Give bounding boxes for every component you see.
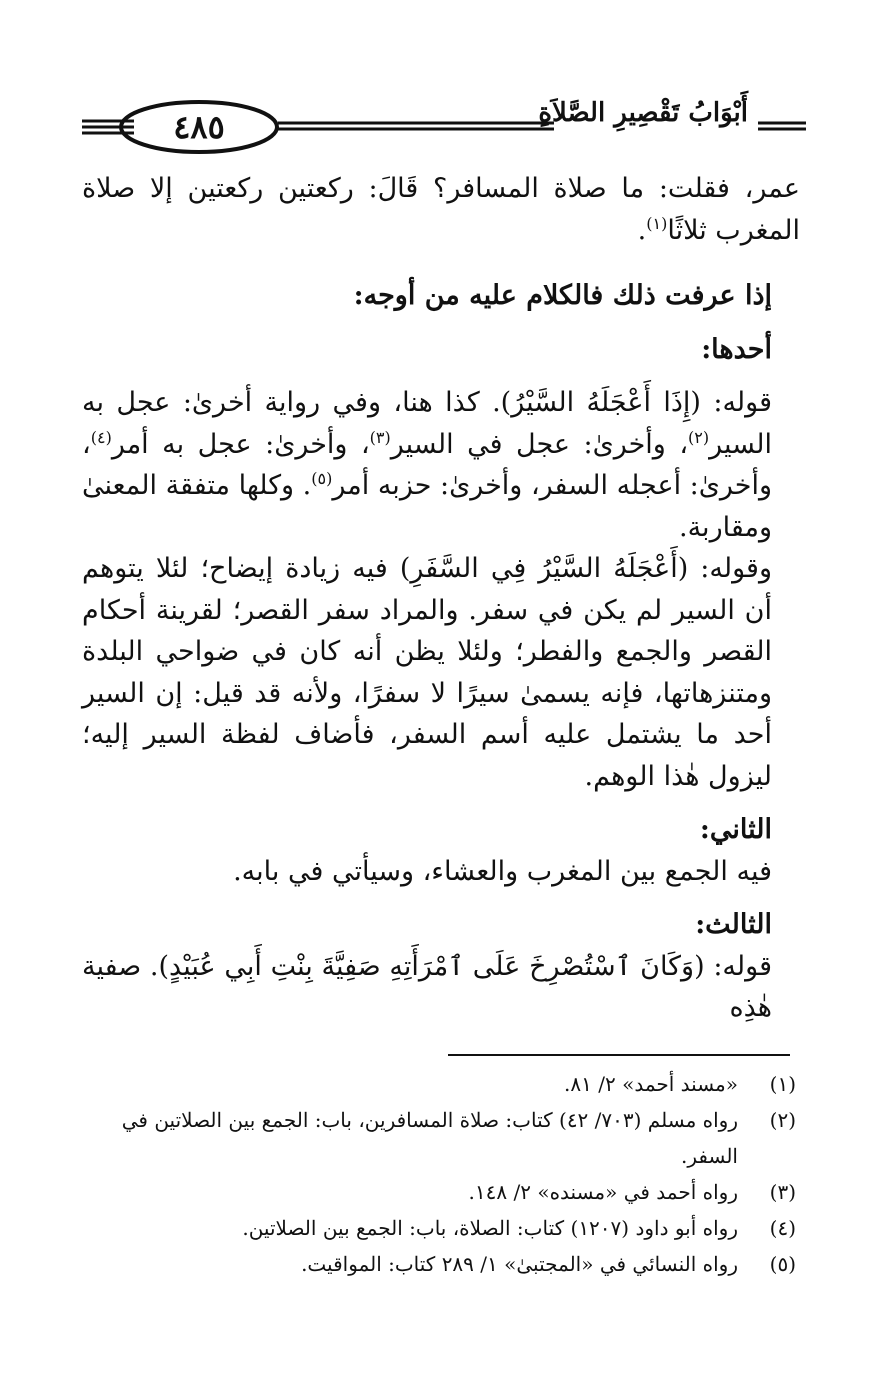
footnote bbox=[74, 1210, 796, 1246]
page-header bbox=[82, 92, 806, 162]
footnote-text: رواه أبو داود (١٢٠٧) كتاب: الصلاة، باب: الجمع بين الصلاتين. bbox=[242, 1216, 738, 1240]
section-heading: أحدها: bbox=[701, 333, 772, 365]
paragraph: وقوله: (أَعْجَلَهُ السَّيْرُ فِي السَّفَرِ) فيه زيادة إيضاح؛ لئلا يتوهم أن السير لم يكن في سفر. والمراد سفر القصر؛ لقرينة أحكام القصر والجمع والفطر؛ ولئلا يظن أنه كان في ضواحي البلدة ومتنزهاتها، فإنه يسمىٰ سيرًا لا سفرًا، ولأنه قد قيل: إن السير أحد ما يشتمل عليه أسم السفر، فأضاف لفظة السير إليه؛ ليزول هٰذا الوهم. bbox=[82, 553, 772, 792]
section-heading: الثاني: bbox=[699, 814, 772, 845]
footnote-text: رواه مسلم (٧٠٣/ ٤٢) كتاب: صلاة المسافرين، باب: الجمع بين الصلاتين في السفر. bbox=[121, 1108, 738, 1168]
running-title: أَبْوَابُ تَقْصِيرِ الصَّلاَةِ bbox=[538, 98, 748, 128]
paragraph: قوله: (وَكَانَ ٱسْتُصْرِخَ عَلَى ٱمْرَأَتِهِ صَفِيَّةَ بِنْتِ أَبِي عُبَيْدٍ). صفية هٰذِه bbox=[82, 950, 772, 1023]
footnote-number: (٢) bbox=[769, 1108, 796, 1132]
paragraph: عمر، فقلت: ما صلاة المسافر؟ قَالَ: ركعتين ركعتين إلا صلاة المغرب ثلاثًا$^{(١)}$. bbox=[82, 173, 800, 246]
footnote-number: (٤) bbox=[769, 1216, 796, 1240]
footnote-text: رواه النسائي في «المجتبىٰ» ١/ ٢٨٩ كتاب: المواقيت. bbox=[301, 1252, 738, 1276]
footnote-ref[interactable]: (٥) bbox=[311, 469, 333, 488]
footnotes bbox=[74, 1066, 796, 1282]
section-heading: الثالث: bbox=[695, 909, 772, 940]
footnote-ref[interactable]: (١) bbox=[646, 213, 668, 233]
footnote-number: (٣) bbox=[769, 1180, 796, 1204]
footnote-ref[interactable]: (٢) bbox=[688, 427, 710, 447]
paragraph: قوله: (إِذَا أَعْجَلَهُ السَّيْرُ). كذا هنا، وفي رواية أخرىٰ: عجل به السير$^{(٢)}$، وأخرىٰ: عجل في السير$^{(٣)}$، وأخرىٰ: عجل به أمر$^{(٤)}$، وأخرىٰ: أعجله السفر، وأخرىٰ: حزبه أمر$^{(٥)}$. وكلها متفقة المعنىٰ ومقاربة. bbox=[82, 387, 773, 543]
main-text bbox=[82, 168, 800, 1029]
footnote-text: رواه أحمد في «مسنده» ٢/ ١٤٨. bbox=[468, 1180, 738, 1204]
paragraph: فيه الجمع بين المغرب والعشاء، وسيأتي في بابه. bbox=[233, 855, 772, 887]
paragraph: إذا عرفت ذلك فالكلام عليه من أوجه: bbox=[353, 280, 772, 311]
footnote-number: (١) bbox=[769, 1072, 796, 1096]
footnote bbox=[74, 1066, 796, 1102]
footnote-number: (٥) bbox=[769, 1252, 796, 1276]
footnote-text: «مسند أحمد» ٢/ ٨١. bbox=[564, 1072, 738, 1096]
footnote bbox=[74, 1246, 796, 1282]
footnote bbox=[74, 1174, 796, 1210]
page-number: ٤٨٥ bbox=[173, 108, 225, 146]
footnote-ref[interactable]: (٤) bbox=[90, 427, 112, 447]
footnote-separator bbox=[448, 1054, 790, 1056]
footnote-ref[interactable]: (٣) bbox=[369, 427, 391, 447]
footnote bbox=[74, 1102, 796, 1174]
